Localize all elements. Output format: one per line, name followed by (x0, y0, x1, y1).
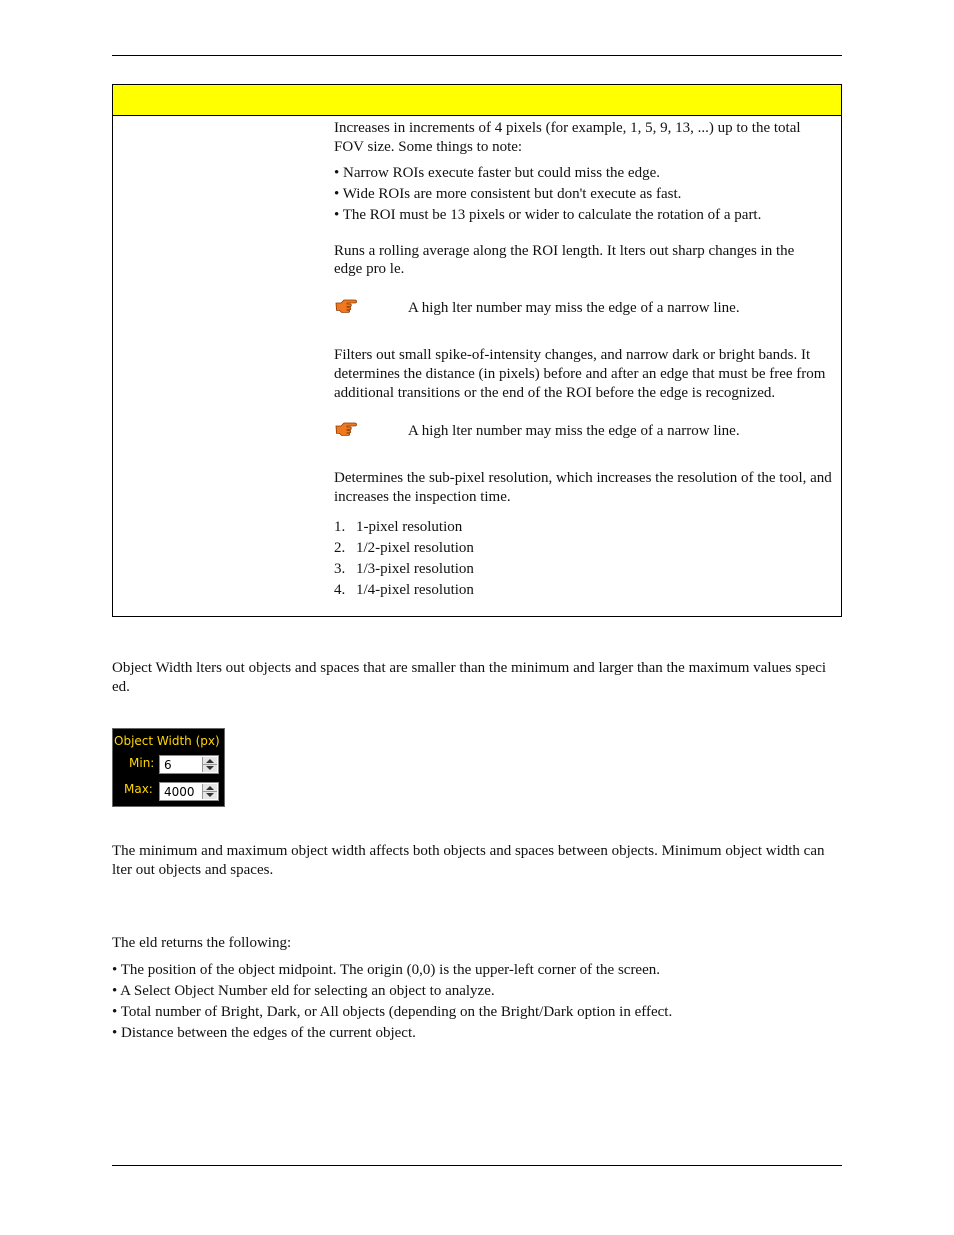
min-spin-arrows[interactable] (202, 757, 217, 772)
list-item-number: 3. (334, 561, 346, 577)
spin-up-icon[interactable] (206, 759, 214, 763)
list-item-number: 2. (334, 540, 346, 556)
spin-down-icon[interactable] (206, 793, 214, 797)
footer-rule (112, 1165, 842, 1166)
pointing-hand-icon (335, 297, 357, 313)
spin-up-icon[interactable] (206, 786, 214, 790)
roi-bullet: • The ROI must be 13 pixels or wider to calculate the rotation of a part. (334, 207, 762, 223)
rolling-average-description: Runs a rolling average along the ROI length. It lters out sharp changes in the (334, 243, 795, 259)
table-header-row (113, 85, 841, 116)
rolling-average-description-cont: edge pro le. (334, 261, 405, 277)
results-bullet: • The position of the object midpoint. The origin (0,0) is the upper-left corner of the screen. (112, 962, 660, 978)
filter-note: A high lter number may miss the edge of a narrow line. (408, 423, 740, 439)
roi-bullet: • Wide ROIs are more consistent but don't execute as fast. (334, 186, 682, 202)
max-width-stepper[interactable] (159, 782, 219, 801)
list-item-number: 4. (334, 582, 346, 598)
parameter-table (112, 84, 842, 617)
list-item: 1/4-pixel resolution (356, 582, 474, 598)
panel-title: Object Width (px) (114, 734, 220, 748)
subpixel-description: Determines the sub-pixel resolution, which increases the resolution of the tool, and increases the inspection time. (334, 470, 832, 505)
results-bullet: • A Select Object Number eld for selecting an object to analyze. (112, 983, 495, 999)
spin-down-icon[interactable] (206, 766, 214, 770)
pointing-hand-icon (335, 420, 357, 436)
list-item: 1/2-pixel resolution (356, 540, 474, 556)
min-width-stepper[interactable] (159, 755, 219, 774)
results-intro: The eld returns the following: (112, 935, 292, 951)
object-width-panel (112, 728, 225, 807)
list-item-number: 1. (334, 519, 346, 535)
object-width-intro: Object Width lters out objects and spaces that are smaller than the minimum and larger than the maximum values speci ed. (112, 660, 827, 695)
max-label: Max: (124, 782, 153, 796)
roi-width-description: Increases in increments of 4 pixels (for example, 1, 5, 9, 13, ...) up to the total FOV size. Some things to note: (334, 120, 801, 155)
min-width-value[interactable]: 6 (164, 758, 172, 772)
filter-description: Filters out small spike-of-intensity changes, and narrow dark or bright bands. It determines the distance (in pixels) before and after an edge that must be free from additional transitions or the end of the ROI before the edge is recognized. (334, 347, 826, 401)
filter-note: A high lter number may miss the edge of a narrow line. (408, 300, 740, 316)
max-spin-arrows[interactable] (202, 784, 217, 799)
object-width-note: The minimum and maximum object width affects both objects and spaces between objects. Minimum object width can lter out objects and spaces. (112, 843, 825, 878)
results-bullet: • Distance between the edges of the current object. (112, 1025, 416, 1041)
min-label: Min: (129, 756, 155, 770)
roi-bullet: • Narrow ROIs execute faster but could miss the edge. (334, 165, 660, 181)
list-item: 1-pixel resolution (356, 519, 463, 535)
max-width-value[interactable]: 4000 (164, 785, 195, 799)
header-rule (112, 55, 842, 56)
list-item: 1/3-pixel resolution (356, 561, 474, 577)
results-bullet: • Total number of Bright, Dark, or All objects (depending on the Bright/Dark option in effect. (112, 1004, 673, 1020)
